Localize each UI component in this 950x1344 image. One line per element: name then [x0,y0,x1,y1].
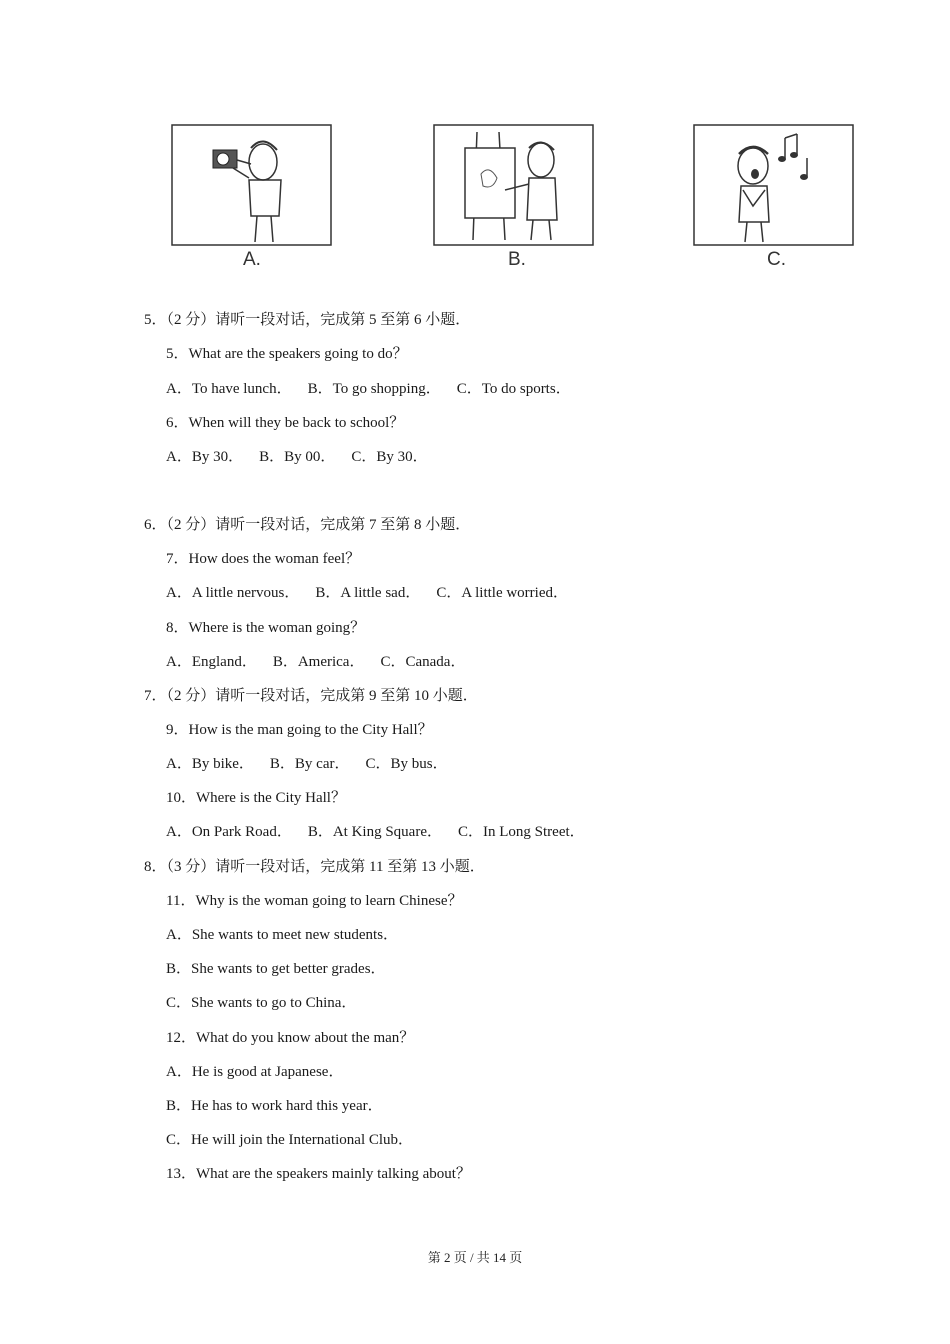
option-b: B．At King Square． [307,824,442,840]
option-c: C．To do sports． [456,381,571,397]
picture-c [693,124,854,246]
boy-painting-icon [433,124,594,246]
option-b: B．America． [272,654,365,670]
option-a: A．A little nervous． [166,585,300,601]
option-a: A．England． [166,654,257,670]
picture-c-caption: C. [767,249,786,270]
option-b: B．To go shopping． [307,381,441,397]
answer-options [166,583,584,603]
answer-options [166,379,587,399]
boy-singing-icon [693,124,854,246]
option-c: C．By bus． [365,756,448,772]
picture-a [171,124,332,246]
question-heading: 8．（3 分）请听一段对话，完成第 11 至第 13 小题． [144,859,485,875]
sub-question: 7．How does the woman feel？ [166,551,361,567]
answer-option: B．He has to work hard this year． [166,1098,383,1114]
sub-question: 13．What are the speakers mainly talking about？ [166,1166,471,1182]
answer-option: A．She wants to meet new students． [166,927,399,943]
option-c: C．In Long Street． [458,824,585,840]
option-b: B．By 00． [259,449,336,465]
answer-options [166,447,444,467]
question-heading: 5．（2 分）请听一段对话，完成第 5 至第 6 小题． [144,312,471,328]
picture-a-caption: A. [243,249,261,270]
option-a: A．To have lunch． [166,381,292,397]
question-heading: 6．（2 分）请听一段对话，完成第 7 至第 8 小题． [144,517,471,533]
option-a: A．On Park Road． [166,824,292,840]
sub-question: 9．How is the man going to the City Hall？ [166,722,433,738]
page-number: 第 2 页 / 共 14 页 [427,1250,523,1265]
question-heading: 7．（2 分）请听一段对话，完成第 9 至第 10 小题． [144,688,478,704]
answer-option: A．He is good at Japanese． [166,1064,344,1080]
option-a: A．By 30． [166,449,244,465]
answer-option: B．She wants to get better grades． [166,961,386,977]
answer-option: C．He will join the International Club． [166,1132,414,1148]
sub-question: 11．Why is the woman going to learn Chinese？ [166,893,463,909]
option-a: A．By bike． [166,756,254,772]
answer-options [166,822,601,842]
sub-question: 12．What do you know about the man？ [166,1030,415,1046]
option-b: B．A little sad． [315,585,421,601]
sub-question: 8．Where is the woman going？ [166,620,366,636]
option-c: C．By 30． [351,449,428,465]
answer-options [166,652,481,672]
picture-b [433,124,594,246]
option-b: B．By car． [269,756,350,772]
sub-question: 10．Where is the City Hall？ [166,790,346,806]
option-c: C．A little worried． [436,585,568,601]
option-c: C．Canada． [380,654,466,670]
boy-taking-photo-icon [171,124,332,246]
picture-b-caption: B. [508,249,526,270]
sub-question: 6．When will they be back to school？ [166,415,405,431]
sub-question: 5．What are the speakers going to do？ [166,346,408,362]
answer-options [166,754,464,774]
answer-option: C．She wants to go to China． [166,995,357,1011]
